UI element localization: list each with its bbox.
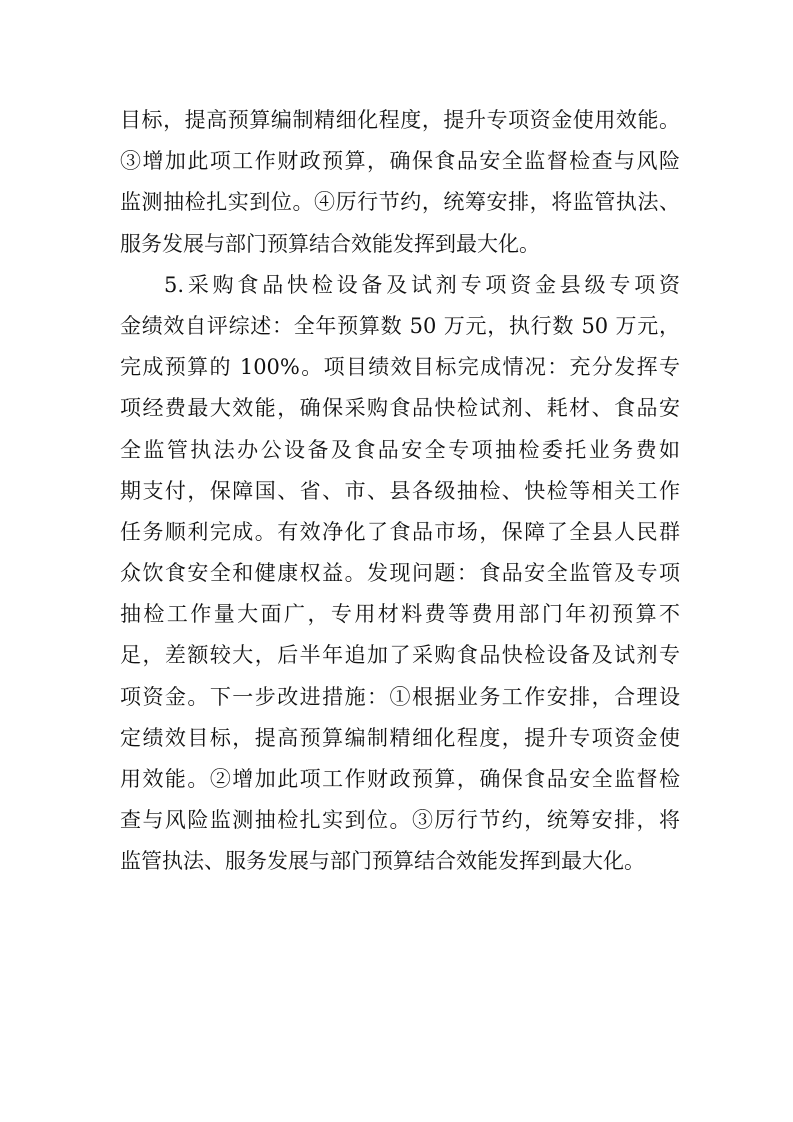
paragraph-2-line-13: 用效能。②增加此项工作财政预算，确保食品安全监督检: [120, 767, 680, 791]
paragraph-1-line-2: ③增加此项工作财政预算，确保食品安全监督检查与风险: [120, 149, 680, 174]
paragraph-2-line-6: 期支付，保障国、省、市、县各级抽检、快检等相关工作: [120, 478, 680, 503]
paragraph-2-line-15: 监管执法、服务发展与部门预算结合效能发挥到最大化。: [120, 849, 645, 874]
paragraph-2-line-1: 5.采购食品快检设备及试剂专项资金县级专项资: [164, 272, 680, 297]
paragraph-2-line-3: 完成预算的 100%。项目绩效目标完成情况：充分发挥专: [120, 355, 680, 380]
paragraph-1-line-4: 服务发展与部门预算结合效能发挥到最大化。: [120, 231, 540, 256]
paragraph-2-line-11: 项资金。下一步改进措施：①根据业务工作安排，合理设: [120, 684, 680, 709]
paragraph-2-line-14: 查与风险监测抽检扎实到位。③厉行节约，统筹安排，将: [120, 808, 680, 833]
paragraph-2-line-7: 任务顺利完成。有效净化了食品市场，保障了全县人民群: [120, 519, 680, 544]
paragraph-2-line-5: 全监管执法办公设备及食品安全专项抽检委托业务费如: [120, 437, 680, 462]
paragraph-2-line-4: 项经费最大效能，确保采购食品快检试剂、耗材、食品安: [120, 396, 680, 421]
paragraph-2-line-10: 足，差额较大，后半年追加了采购食品快检设备及试剂专: [120, 643, 680, 668]
paragraph-2-line-2: 金绩效自评综述：全年预算数 50 万元，执行数 50 万元，: [120, 313, 680, 338]
paragraph-1-line-3: 监测抽检扎实到位。④厉行节约，统筹安排，将监管执法、: [120, 190, 680, 215]
paragraph-2-line-8: 众饮食安全和健康权益。发现问题：食品安全监管及专项: [120, 561, 680, 586]
paragraph-1-line-1: 目标，提高预算编制精细化程度，提升专项资金使用效能。: [120, 108, 680, 132]
body-text: [120, 100, 680, 883]
paragraph-2-line-12: 定绩效目标，提高预算编制精细化程度，提升专项资金使: [120, 725, 680, 750]
paragraph-2-line-9: 抽检工作量大面广，专用材料费等费用部门年初预算不: [120, 602, 680, 627]
